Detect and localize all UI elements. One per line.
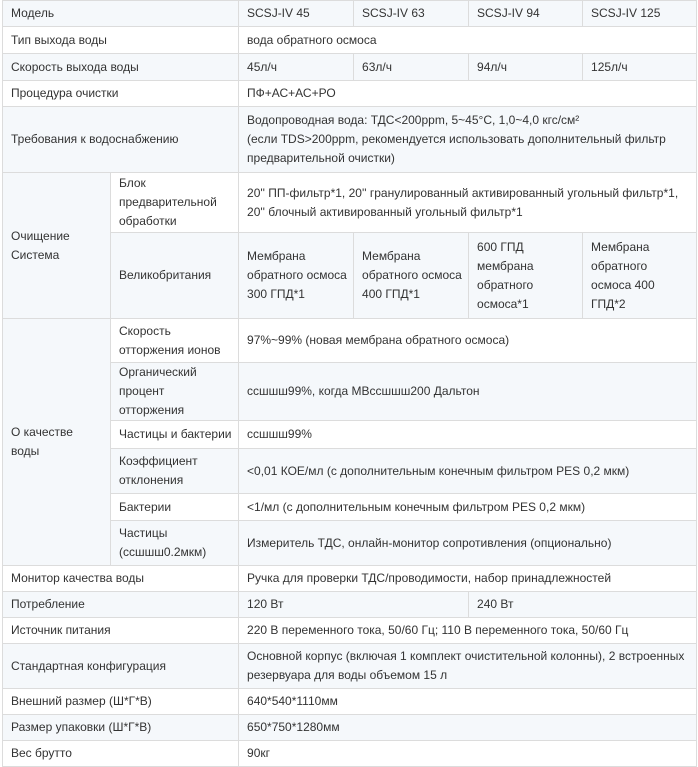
config-label: Стандартная конфигурация <box>3 644 239 689</box>
quality-item-value: ссшшш99% <box>239 421 697 449</box>
row-ion-rejection <box>3 319 697 363</box>
membrane-94: 600 ГПД мембрана обратного осмоса*1 <box>469 233 583 319</box>
model-63: SCSJ-IV 63 <box>354 1 469 27</box>
pretreatment-value: 20'' ПП-фильтр*1, 20'' гранулированный активированный угольный фильтр*1, 20'' блочный активированный угольный фильтр*1 <box>239 173 697 233</box>
quality-item-value: ссшшш99%, когда МВссшшш200 Дальтон <box>239 363 697 421</box>
row-monitor <box>3 566 697 592</box>
model-94: SCSJ-IV 94 <box>469 1 583 27</box>
pretreatment-label: Блок предварительной обработки <box>111 173 239 233</box>
water-type-value: вода обратного осмоса <box>239 27 697 54</box>
config-value: Основной корпус (включая 1 комплект очистительной колонны), 2 встроенных резервуара для воды объемом 15 л <box>239 644 697 689</box>
procedure-value: ПФ+АС+АС+РО <box>239 81 697 107</box>
quality-item-label: Бактерии <box>111 494 239 521</box>
row-model <box>3 1 697 27</box>
uk-label: Великобритания <box>111 233 239 319</box>
row-package-size <box>3 715 697 741</box>
quality-item-label: Органический процент отторжения <box>111 363 239 421</box>
gross-weight-value: 90кг <box>239 741 697 767</box>
row-power <box>3 618 697 644</box>
quality-item-label: Скорость отторжения ионов <box>111 319 239 363</box>
row-outer-size <box>3 689 697 715</box>
power-label: Источник питания <box>3 618 239 644</box>
monitor-label: Монитор качества воды <box>3 566 239 592</box>
package-size-value: 650*750*1280мм <box>239 715 697 741</box>
purification-group-label: Очищение Система <box>3 173 111 319</box>
row-water-type <box>3 27 697 54</box>
requirements-line-2: (если TDS>200ppm, рекомендуется использовать дополнительный фильтр <box>247 132 666 146</box>
speed-125: 125л/ч <box>583 54 697 81</box>
row-requirements <box>3 107 697 173</box>
consumption-low: 120 Вт <box>239 592 469 618</box>
speed-63: 63л/ч <box>354 54 469 81</box>
monitor-value: Ручка для проверки ТДС/проводимости, набор принадлежностей <box>239 566 697 592</box>
speed-label: Скорость выхода воды <box>3 54 239 81</box>
quality-item-label: Частицы и бактерии <box>111 421 239 449</box>
consumption-label: Потребление <box>3 592 239 618</box>
row-procedure <box>3 81 697 107</box>
membrane-63: Мембрана обратного осмоса 400 ГПД*1 <box>354 233 469 319</box>
consumption-high: 240 Вт <box>469 592 697 618</box>
requirements-value <box>239 107 697 173</box>
quality-item-value: <1/мл (с дополнительным конечным фильтром PES 0,2 мкм) <box>239 494 697 521</box>
model-125: SCSJ-IV 125 <box>583 1 697 27</box>
power-value: 220 В переменного тока, 50/60 Гц; 110 В переменного тока, 50/60 Гц <box>239 618 697 644</box>
outer-size-value: 640*540*1110мм <box>239 689 697 715</box>
row-gross-weight <box>3 741 697 767</box>
quality-item-value: <0,01 КОЕ/мл (с дополнительным конечным фильтром PES 0,2 мкм) <box>239 449 697 494</box>
spec-table <box>2 0 697 767</box>
quality-group-label: О качестве воды <box>3 319 111 566</box>
row-output-speed <box>3 54 697 81</box>
quality-item-value: Измеритель ТДС, онлайн-монитор сопротивления (опционально) <box>239 521 697 566</box>
model-45: SCSJ-IV 45 <box>239 1 354 27</box>
package-size-label: Размер упаковки (Ш*Г*В) <box>3 715 239 741</box>
requirements-line-1: Водопроводная вода: ТДС<200ppm, 5~45°C, 1,0~4,0 кгс/см² <box>247 113 580 127</box>
procedure-label: Процедура очистки <box>3 81 239 107</box>
speed-94: 94л/ч <box>469 54 583 81</box>
row-pretreatment <box>3 173 697 233</box>
row-consumption <box>3 592 697 618</box>
quality-item-label: Коэффициент отклонения <box>111 449 239 494</box>
model-label: Модель <box>3 1 239 27</box>
speed-45: 45л/ч <box>239 54 354 81</box>
quality-item-label: Частицы (ссшшш0.2мкм) <box>111 521 239 566</box>
requirements-label: Требования к водоснабжению <box>3 107 239 173</box>
gross-weight-label: Вес брутто <box>3 741 239 767</box>
membrane-125: Мембрана обратного осмоса 400 ГПД*2 <box>583 233 697 319</box>
requirements-line-3: предварительной очистки) <box>247 151 395 165</box>
outer-size-label: Внешний размер (Ш*Г*В) <box>3 689 239 715</box>
water-type-label: Тип выхода воды <box>3 27 239 54</box>
row-config <box>3 644 697 689</box>
quality-item-value: 97%~99% (новая мембрана обратного осмоса) <box>239 319 697 363</box>
membrane-45: Мембрана обратного осмоса 300 ГПД*1 <box>239 233 354 319</box>
